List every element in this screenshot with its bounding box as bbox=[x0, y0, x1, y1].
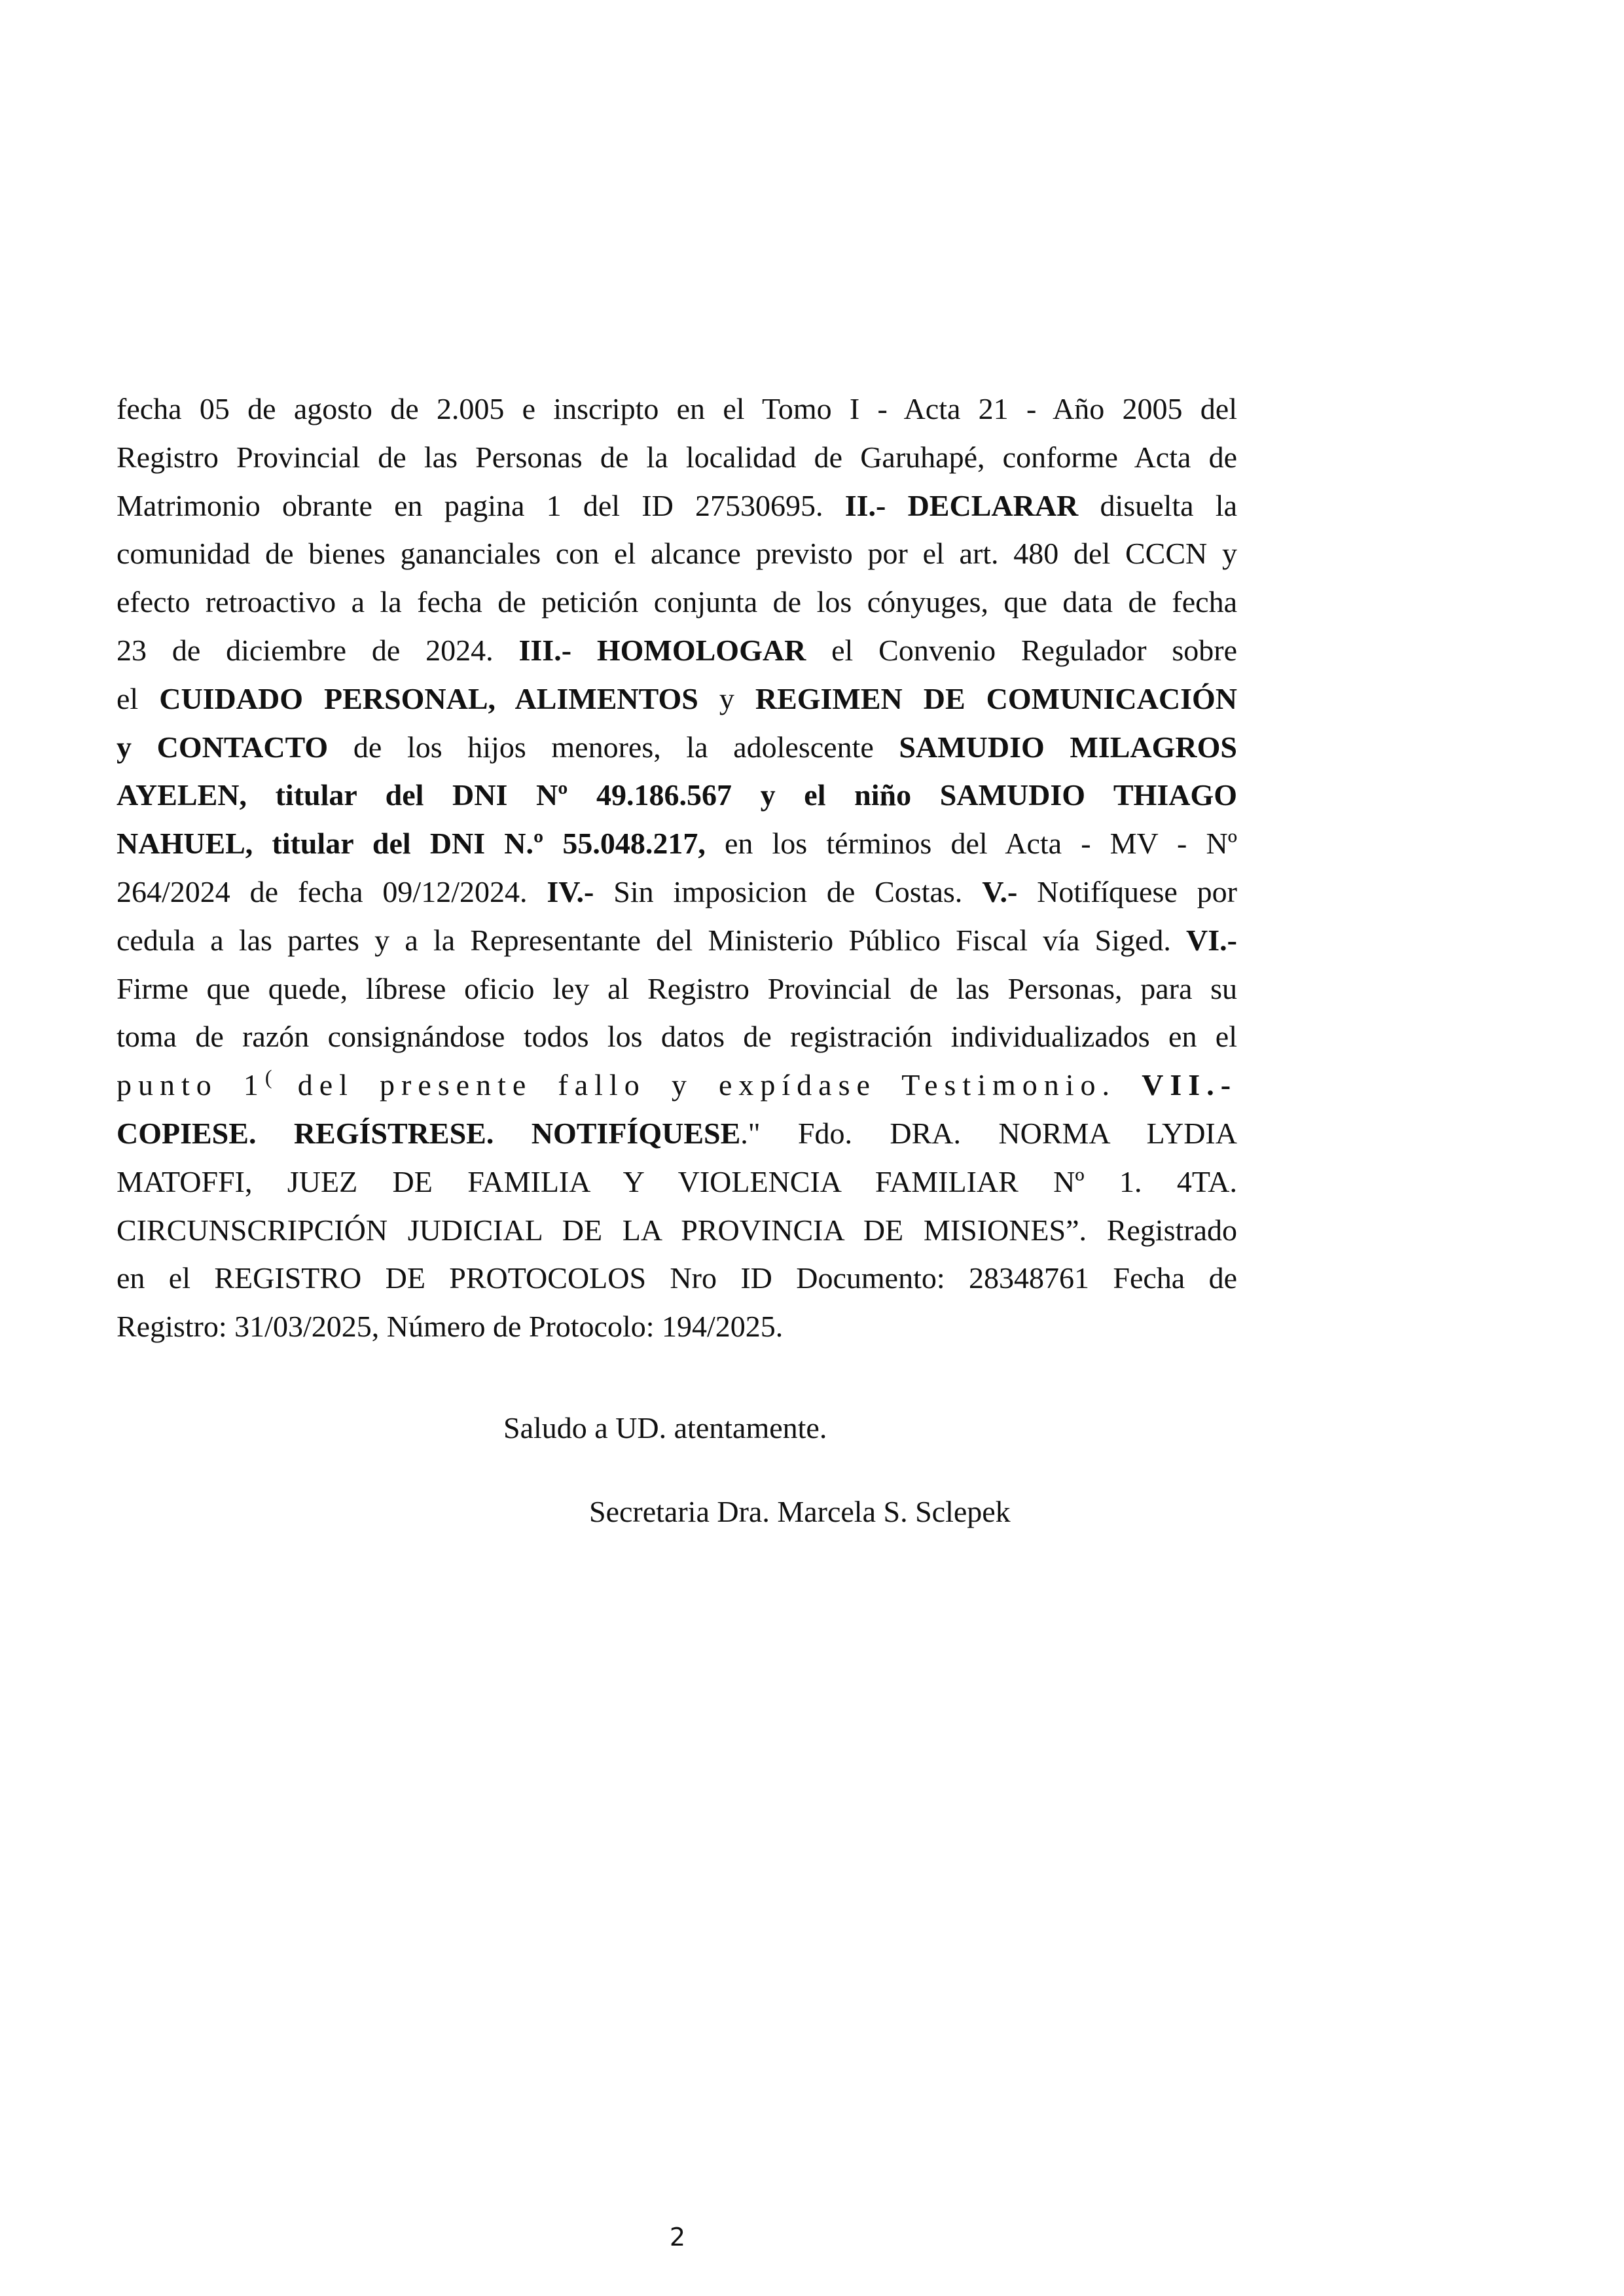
text-line bbox=[117, 1061, 1237, 1109]
text-segment: cedula a las partes y a la Representante del Ministerio Público Fiscal vía Siged. bbox=[117, 923, 1187, 957]
text-line bbox=[117, 433, 1237, 482]
text-segment: de los hijos menores, la adolescente bbox=[328, 730, 899, 764]
bold-text-segment: IV.- bbox=[547, 874, 594, 908]
text-segment: punto 1 bbox=[117, 1068, 265, 1102]
text-line bbox=[117, 819, 1237, 868]
text-segment: Registro Provincial de las Personas de la localidad de Garuhapé, conforme Acta de bbox=[117, 440, 1237, 474]
text-line bbox=[117, 868, 1237, 916]
text-line bbox=[117, 1109, 1237, 1158]
text-line bbox=[117, 1302, 1237, 1351]
text-line bbox=[117, 675, 1237, 723]
text-segment: ." Fdo. DRA. NORMA LYDIA bbox=[740, 1116, 1237, 1150]
text-line bbox=[117, 529, 1237, 578]
text-segment: comunidad de bienes gananciales con el alcance previsto por el art. 480 del CCCN y bbox=[117, 537, 1237, 571]
bold-text-segment: y CONTACTO bbox=[117, 730, 329, 764]
bold-text-segment: COPIESE. REGÍSTRESE. NOTIFÍQUESE bbox=[117, 1116, 741, 1150]
bold-text-segment: II.- DECLARAR bbox=[844, 488, 1079, 522]
text-line bbox=[117, 482, 1237, 530]
bold-text-segment: NAHUEL, titular del DNI N.º 55.048.217, bbox=[117, 827, 706, 861]
text-segment: y bbox=[698, 681, 755, 715]
text-line bbox=[117, 723, 1237, 772]
text-line bbox=[117, 1013, 1237, 1061]
document-body bbox=[117, 385, 1237, 1351]
text-line bbox=[117, 1206, 1237, 1255]
bold-text-segment: REGIMEN DE COMUNICACIÓN bbox=[755, 681, 1237, 715]
bold-text-segment: VII.- bbox=[1142, 1068, 1238, 1102]
text-segment: 264/2024 de fecha 09/12/2024. bbox=[117, 874, 547, 908]
text-line bbox=[117, 626, 1237, 675]
text-segment: efecto retroactivo a la fecha de petición conjunta de los cónyuges, que data de fecha bbox=[117, 585, 1237, 619]
text-line bbox=[117, 771, 1237, 819]
text-segment: en el REGISTRO DE PROTOCOLOS Nro ID Documento: 28348761 Fecha de bbox=[117, 1261, 1237, 1295]
text-segment: del presente fallo y expídase Testimonio. bbox=[272, 1068, 1142, 1102]
bold-text-segment: SAMUDIO MILAGROS bbox=[899, 730, 1237, 764]
text-segment: Notifíquese por bbox=[1017, 874, 1237, 908]
text-segment: el bbox=[117, 681, 160, 715]
text-segment: 23 de diciembre de 2024. bbox=[117, 633, 519, 667]
signature-line: Secretaria Dra. Marcela S. Sclepek bbox=[589, 1495, 1011, 1528]
text-segment: MATOFFI, JUEZ DE FAMILIA Y VIOLENCIA FAMILIAR Nº 1. 4TA. bbox=[117, 1164, 1237, 1198]
bold-text-segment: V.- bbox=[982, 874, 1018, 908]
text-line bbox=[117, 578, 1237, 626]
text-segment: el Convenio Regulador sobre bbox=[806, 633, 1238, 667]
text-line bbox=[117, 916, 1237, 965]
text-segment: Matrimonio obrante en pagina 1 del ID 27530695. bbox=[117, 488, 845, 522]
text-segment: Sin imposicion de Costas. bbox=[594, 874, 983, 908]
bold-text-segment: VI.- bbox=[1186, 923, 1237, 957]
text-segment: CIRCUNSCRIPCIÓN JUDICIAL DE LA PROVINCIA DE MISIONES”. Registrado bbox=[117, 1213, 1237, 1247]
text-line bbox=[117, 1158, 1237, 1206]
text-segment: Firme que quede, líbrese oficio ley al Registro Provincial de las Personas, para su bbox=[117, 971, 1237, 1005]
text-segment: ( bbox=[264, 1065, 272, 1089]
text-line bbox=[117, 965, 1237, 1013]
text-line bbox=[117, 1254, 1237, 1302]
text-segment: disuelta la bbox=[1078, 488, 1237, 522]
page-number: 2 bbox=[669, 2223, 686, 2251]
closing-salutation: Saludo a UD. atentamente. bbox=[503, 1411, 827, 1444]
text-segment: fecha 05 de agosto de 2.005 e inscripto en el Tomo I - Acta 21 - Año 2005 del bbox=[117, 392, 1237, 425]
bold-text-segment: AYELEN, titular del DNI Nº 49.186.567 y el niño SAMUDIO THIAGO bbox=[117, 778, 1237, 812]
text-segment: en los términos del Acta - MV - Nº bbox=[705, 827, 1237, 861]
bold-text-segment: CUIDADO PERSONAL, ALIMENTOS bbox=[159, 681, 698, 715]
text-line bbox=[117, 385, 1237, 433]
text-segment: Registro: 31/03/2025, Número de Protocolo: 194/2025. bbox=[117, 1310, 784, 1344]
bold-text-segment: III.- HOMOLOGAR bbox=[518, 633, 806, 667]
text-segment: toma de razón consignándose todos los datos de registración individualizados en el bbox=[117, 1020, 1237, 1054]
